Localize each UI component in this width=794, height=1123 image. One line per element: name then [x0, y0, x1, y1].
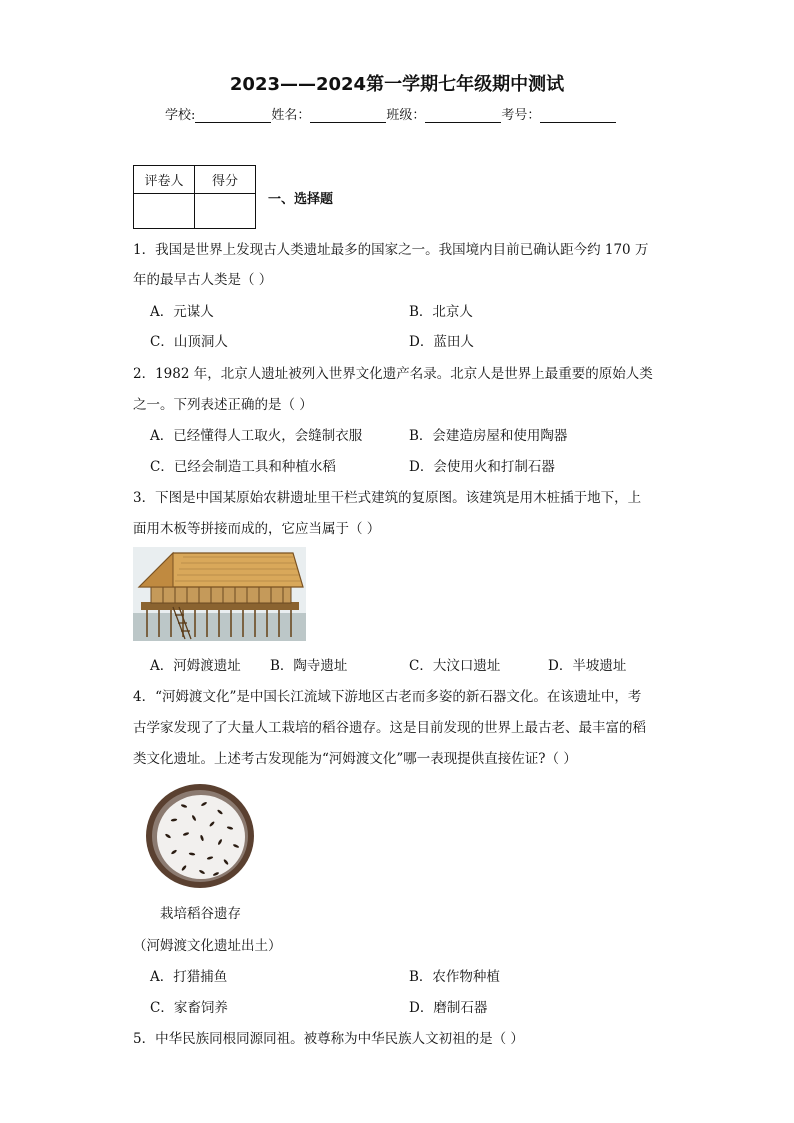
score-header: 得分 [195, 166, 256, 194]
q1-option-a[interactable]: A．元谋人 [150, 304, 214, 320]
rice-grain-remains-photo [144, 782, 256, 890]
question-4-line-1: 4．“河姆渡文化”是中国长江流域下游地区古老而多姿的新石器文化。在该遗址中，考 [133, 689, 642, 705]
name-blank [310, 109, 386, 123]
q4-option-d[interactable]: D．磨制石器 [409, 1000, 488, 1016]
name-label: 姓名： [271, 108, 311, 123]
score-cell [195, 194, 256, 229]
figure-source: （河姆渡文化遗址出土） [133, 938, 282, 954]
q4-option-a[interactable]: A．打猎捕鱼 [150, 969, 228, 985]
question-2-line-2: 之一。下列表述正确的是（ ） [133, 397, 313, 413]
student-info-line [165, 104, 616, 123]
question-1-line-2: 年的最早古人类是（ ） [133, 272, 273, 288]
question-1-line-1: 1．我国是世界上发现古人类遗址最多的国家之一。我国境内目前已确认距今约 170 万 [133, 242, 649, 258]
grader-cell [134, 194, 195, 229]
exam-number-blank [540, 109, 616, 123]
question-4-line-3: 类文化遗址。上述考古发现能为“河姆渡文化”哪一表现提供直接佐证?（ ） [133, 751, 577, 767]
figure-caption: 栽培稻谷遗存 [160, 906, 241, 922]
section-title: 一、选择题 [268, 192, 334, 207]
q3-option-c[interactable]: C．大汶口遗址 [409, 658, 501, 674]
q1-option-c[interactable]: C．山顶洞人 [150, 334, 228, 350]
exam-title: 2023——2024第一学期七年级期中测试 [229, 74, 565, 95]
q3-option-d[interactable]: D．半坡遗址 [548, 658, 627, 674]
stilt-house-illustration [133, 547, 306, 641]
question-2-line-1: 2．1982 年，北京人遗址被列入世界文化遗产名录。北京人是世界上最重要的原始人类 [133, 366, 653, 382]
class-blank [425, 109, 501, 123]
q4-option-b[interactable]: B．农作物种植 [409, 969, 500, 985]
question-3-line-1: 3．下图是中国某原始农耕遗址里干栏式建筑的复原图。该建筑是用木桩插于地下，上 [133, 490, 642, 506]
q1-option-d[interactable]: D．蓝田人 [409, 334, 474, 350]
q2-option-a[interactable]: A．已经懂得人工取火，会缝制衣服 [150, 428, 363, 444]
q2-option-b[interactable]: B．会建造房屋和使用陶器 [409, 428, 568, 444]
grader-header: 评卷人 [134, 166, 195, 194]
question-3-line-2: 面用木板等拼接而成的，它应当属于（ ） [133, 521, 381, 537]
q4-option-c[interactable]: C．家畜饲养 [150, 1000, 228, 1016]
q2-option-c[interactable]: C．已经会制造工具和种植水稻 [150, 459, 336, 475]
q2-option-d[interactable]: D．会使用火和打制石器 [409, 459, 555, 475]
score-table [133, 165, 256, 229]
q1-option-b[interactable]: B．北京人 [409, 304, 473, 320]
question-5-line-1: 5．中华民族同根同源同祖。被尊称为中华民族人文初祖的是（ ） [133, 1031, 524, 1047]
q3-option-a[interactable]: A．河姆渡遗址 [150, 658, 241, 674]
class-label: 班级： [386, 108, 426, 123]
school-blank [195, 109, 271, 123]
q3-option-b[interactable]: B．陶寺遗址 [270, 658, 348, 674]
exam-number-label: 考号： [501, 108, 541, 123]
school-label: 学校: [165, 108, 196, 123]
question-4-line-2: 古学家发现了了大量人工栽培的稻谷遗存。这是目前发现的世界上最古老、最丰富的稻 [133, 720, 646, 736]
